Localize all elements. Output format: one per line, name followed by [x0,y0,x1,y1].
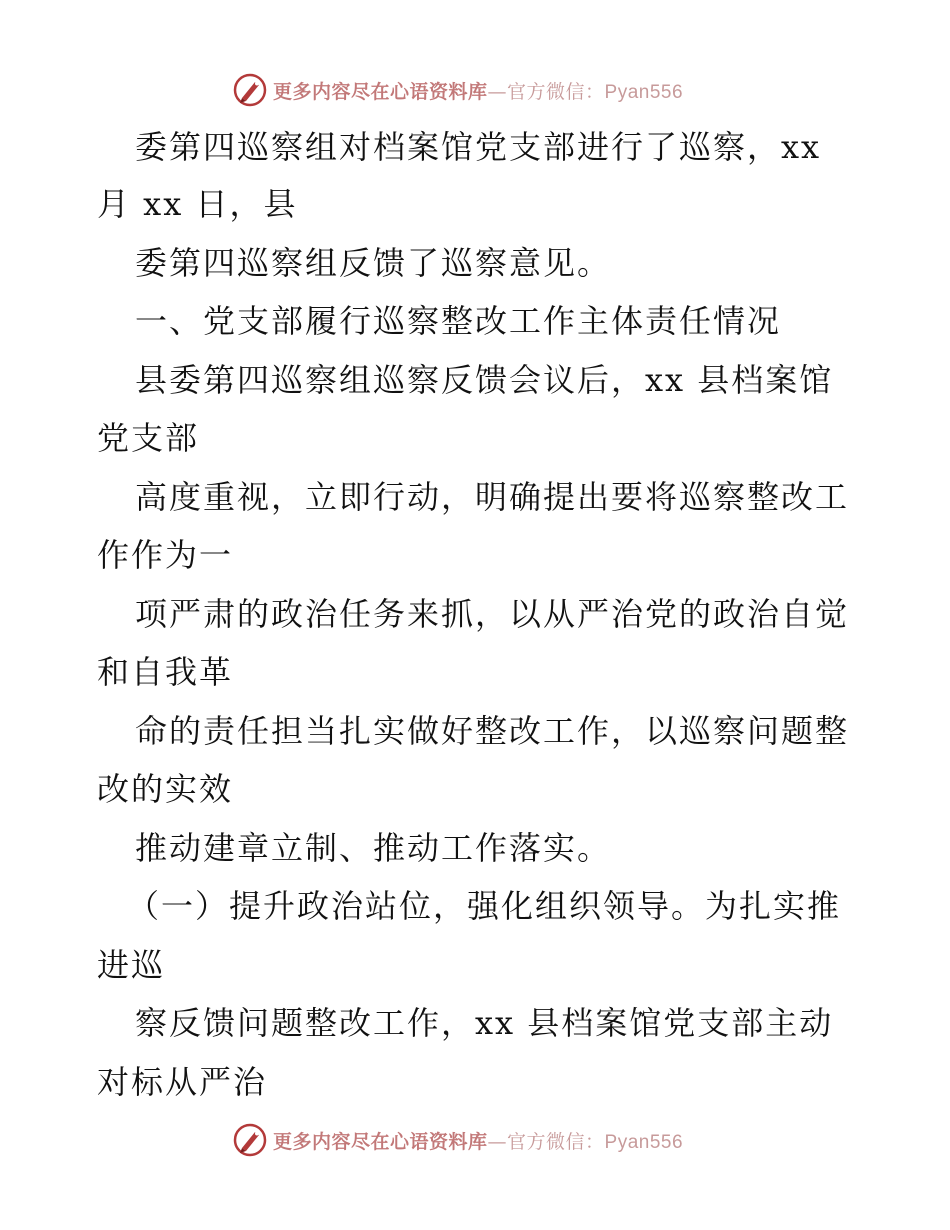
footer-text-wechat: 官方微信： [507,1130,605,1153]
body-line-13: 推动建章立制、推动工作落实。 [135,829,612,867]
pen-logo-icon [233,1123,267,1157]
body-line-6: 党支部 [97,419,200,457]
body-line-14: （一）提升政治站位，强化组织领导。为扎实推 [127,887,842,925]
footer-text-sep: — [487,1130,508,1153]
footer-text-main: 更多内容尽在心语资料库 [273,1130,488,1153]
body-line-10: 和自我革 [97,653,234,691]
body-line-2: 月 xx 日，县 [97,185,298,223]
footer-text-id: Pyan556 [604,1131,684,1153]
body-line-11: 命的责任担当扎实做好整改工作，以巡察问题整 [135,712,850,750]
body-line-3: 委第四巡察组反馈了巡察意见。 [135,244,612,282]
body-line-17: 对标从严治 [97,1063,268,1101]
pen-logo-icon [233,73,267,107]
footer-watermark [233,1120,793,1160]
header-text-id: Pyan556 [604,81,684,103]
body-line-4: 一、党支部履行巡察整改工作主体责任情况 [135,302,782,340]
header-text-main: 更多内容尽在心语资料库 [273,80,488,103]
body-line-7: 高度重视，立即行动，明确提出要将巡察整改工 [135,478,850,516]
body-line-15: 进巡 [97,946,166,984]
header-text-sep: — [487,80,508,103]
body-line-1: 委第四巡察组对档案馆党支部进行了巡察，xx [135,128,822,166]
header-watermark [233,70,793,110]
header-text-wechat: 官方微信： [507,80,605,103]
body-line-16: 察反馈问题整改工作，xx 县档案馆党支部主动 [135,1004,834,1042]
body-line-9: 项严肃的政治任务来抓，以从严治党的政治自觉 [135,595,850,633]
body-line-12: 改的实效 [97,770,234,808]
body-line-5: 县委第四巡察组巡察反馈会议后，xx 县档案馆 [135,361,834,399]
body-line-8: 作作为一 [97,536,234,574]
